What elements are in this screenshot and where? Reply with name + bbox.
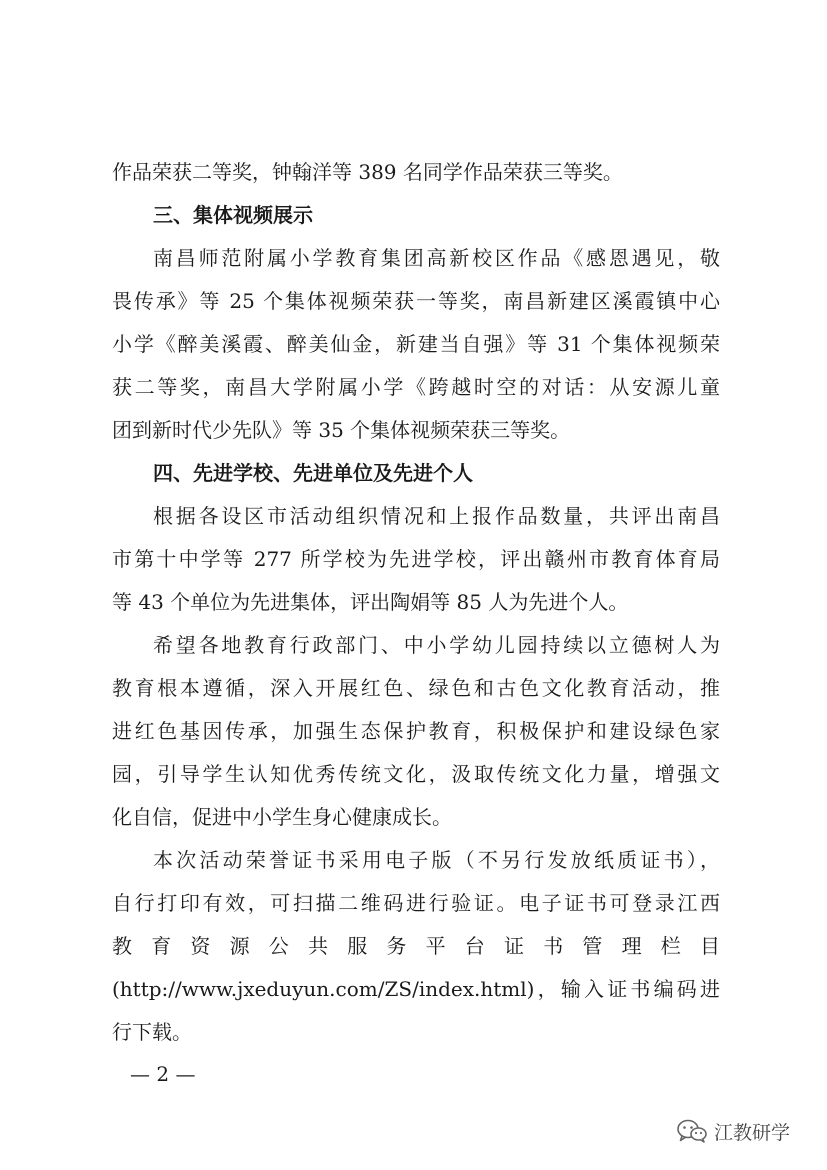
wechat-icon [676, 1118, 708, 1144]
text-line: 市第十中学等 277 所学校为先进学校，评出赣州市教育体育局 [112, 547, 720, 571]
page-number: — 2 — [130, 1062, 196, 1086]
text-line: (http://www.jxeduyun.com/ZS/index.html)，输入证书编码进 [112, 977, 720, 1001]
text-line: 根据各设区市活动组织情况和上报作品数量，共评出南昌 [153, 504, 720, 528]
text-line: 化自信，促进中小学生身心健康成长。 [112, 805, 452, 829]
text-line: 园，引导学生认知优秀传统文化，汲取传统文化力量，增强文 [112, 762, 720, 786]
text-line: 教育根本遵循，深入开展红色、绿色和古色文化教育活动，推 [112, 676, 720, 700]
text-line: 行下载。 [112, 1020, 192, 1044]
text-line: 南昌师范附属小学教育集团高新校区作品《感恩遇见，敬 [153, 246, 720, 270]
text-line: 获二等奖，南昌大学附属小学《跨越时空的对话：从安源儿童 [112, 375, 720, 399]
section-heading: 三、集体视频展示 [153, 203, 313, 227]
text-line: 小学《醉美溪霞、醉美仙金，新建当自强》等 31 个集体视频荣 [112, 332, 720, 356]
watermark-text: 江教研学 [714, 1121, 791, 1144]
text-line: 等 43 个单位为先进集体，评出陶娟等 85 人为先进个人。 [112, 590, 629, 614]
text-line: 教育资源公共服务平台证书管理栏目 [112, 934, 720, 958]
text-line: 进红色基因传承，加强生态保护教育，积极保护和建设绿色家 [112, 719, 720, 743]
section-heading: 四、先进学校、先进单位及先进个人 [153, 461, 473, 485]
watermark [676, 1116, 790, 1146]
text-line: 希望各地教育行政部门、中小学幼儿园持续以立德树人为 [153, 633, 720, 657]
text-line: 畏传承》等 25 个集体视频荣获一等奖，南昌新建区溪霞镇中心 [112, 289, 720, 313]
text-line: 团到新时代少先队》等 35 个集体视频荣获三等奖。 [112, 418, 571, 442]
text-line: 作品荣获二等奖，钟翰洋等 389 名同学作品荣获三等奖。 [112, 160, 623, 184]
text-line: 本次活动荣誉证书采用电子版（不另行发放纸质证书）， [153, 848, 720, 872]
text-line: 自行打印有效，可扫描二维码进行验证。电子证书可登录江西 [112, 891, 720, 915]
